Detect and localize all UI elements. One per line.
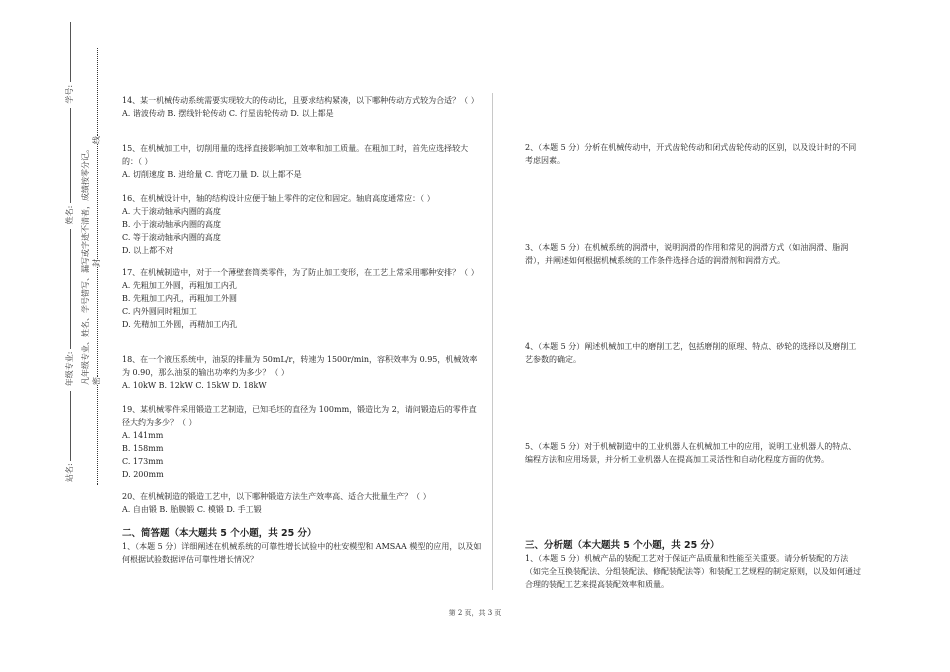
- question-option: C. 内外圆同时粗加工: [122, 307, 197, 316]
- question-text: 16、在机械设计中，轴的结构设计应便于轴上零件的定位和固定。轴肩高度通常应：（ ）: [122, 194, 435, 203]
- question-20: [122, 490, 482, 516]
- question-option: D. 200mm: [122, 470, 164, 479]
- seal-char-xian: 线: [92, 136, 101, 144]
- short-answer-5: 5、（本题 5 分）对于机械制造中的工业机器人在机械加工中的应用，说明工业机器人的特点、编程方法和应用场景，并分析工业机器人在提高加工灵活性和自动化程度方面的优势。: [525, 442, 857, 464]
- question-option: B. 先粗加工内孔，再粗加工外圆: [122, 294, 237, 303]
- question-option: D. 先精加工外圆，再精加工内孔: [122, 320, 238, 329]
- field-station-label: 站名:: [65, 463, 74, 482]
- field-id-label: 学号:: [65, 84, 74, 104]
- seal-line: [91, 48, 102, 485]
- section-2-heading: 二、简答题（本大题共 5 个小题，共 25 分）: [122, 528, 317, 539]
- question-text: 15、在机械加工中，切削用量的选择直接影响加工效率和加工质量。在粗加工时，首先应选择较大的：（ ）: [122, 144, 469, 166]
- question-options: A. 自由锻 B. 胎膜锻 C. 模锻 D. 手工锻: [122, 505, 262, 514]
- question-text: 18、在一个液压系统中，油泵的排量为 50mL/r，转速为 1500r/min，容积效率为 0.95，机械效率为 0.90，那么油泵的输出功率约为多少？（ ）: [122, 355, 478, 377]
- question-14: [122, 94, 482, 120]
- field-id-line[interactable]: [70, 22, 71, 82]
- field-name-label: 姓名:: [65, 205, 74, 225]
- page-number: 第 2 页，共 3 页: [448, 609, 502, 617]
- seal-dots: [97, 385, 98, 485]
- question-option: B. 小于滚动轴承内圈的高度: [122, 220, 221, 229]
- question-options: A. 切削速度 B. 进给量 C. 背吃刀量 D. 以上都不是: [122, 170, 302, 179]
- question-19: [122, 403, 482, 481]
- short-answer-4: 4、（本题 5 分）阐述机械加工中的磨削工艺，包括磨削的原理、特点、砂轮的选择以及磨削工艺参数的确定。: [525, 342, 857, 364]
- seal-dots: [97, 48, 98, 136]
- question-16: [122, 192, 482, 257]
- question-17: [122, 266, 482, 331]
- question-option: B. 158mm: [122, 444, 164, 453]
- column-divider: [492, 93, 493, 590]
- question-option: A. 大于滚动轴承内圈的高度: [122, 207, 221, 216]
- question-text: 20、在机械制造的锻造工艺中，以下哪种锻造方法生产效率高、适合大批量生产？（ ）: [122, 492, 431, 501]
- short-answer-3: 3、（本题 5 分）在机械系统的润滑中，说明润滑的作用和常见的润滑方式（如油润滑、脂润滑），并阐述如何根据机械系统的工作条件选择合适的润滑剂和润滑方式。: [525, 243, 849, 265]
- binding-notice: 凡年级专业、姓名、学号错写、漏写或字迹不清者，成绩按零分记。: [81, 145, 90, 385]
- question-options: A. 谐波传动 B. 摆线针轮传动 C. 行星齿轮传动 D. 以上都是: [122, 109, 334, 118]
- question-text: 19、某机械零件采用锻造工艺制造，已知毛坯的直径为 100mm，锻造比为 2，请问锻造后的零件直径大约为多少？（ ）: [122, 405, 477, 427]
- question-18: [122, 353, 482, 392]
- short-answer-2: 2、（本题 5 分）分析在机械传动中，开式齿轮传动和闭式齿轮传动的区别，以及设计时的不同考虑因素。: [525, 143, 857, 165]
- section-3-heading: 三、分析题（本大题共 5 个小题，共 25 分）: [525, 540, 720, 551]
- short-answer-1: 1、（本题 5 分）详细阐述在机械系统的可靠性增长试验中的杜安模型和 AMSAA 模型的应用，以及如何根据试验数据评估可靠性增长情况？: [122, 542, 482, 564]
- seal-char-feng: 封: [92, 259, 101, 267]
- question-option: C. 173mm: [122, 457, 164, 466]
- field-station-line[interactable]: [70, 391, 71, 461]
- field-major-label: 年级专业:: [65, 351, 74, 387]
- question-option: A. 141mm: [122, 431, 164, 440]
- field-major-line[interactable]: [70, 229, 71, 349]
- seal-char-mi: 密: [92, 377, 101, 385]
- analysis-1: 1、（本题 5 分）机械产品的装配工艺对于保证产品质量和性能至关重要。请分析装配的方法（如完全互换装配法、分组装配法、修配装配法等）和装配工艺规程的制定原则，以及如何通过合理的装配工艺来提高装配效率和质量。: [525, 554, 861, 589]
- binding-fields: [64, 22, 75, 482]
- field-name-line[interactable]: [70, 108, 71, 203]
- seal-dots: [97, 144, 98, 259]
- seal-dots: [97, 267, 98, 377]
- question-15: [122, 142, 482, 181]
- question-text: 14、某一机械传动系统需要实现较大的传动比，且要求结构紧凑，以下哪种传动方式较为合适？（ ）: [122, 96, 479, 105]
- question-options: A. 10kW B. 12kW C. 15kW D. 18kW: [122, 381, 267, 390]
- question-text: 17、在机械制造中，对于一个薄壁套筒类零件，为了防止加工变形，在工艺上常采用哪种安排？（ ）: [122, 268, 479, 277]
- question-option: A. 先粗加工外圆，再粗加工内孔: [122, 281, 237, 290]
- question-option: C. 等于滚动轴承内圈的高度: [122, 233, 221, 242]
- question-option: D. 以上都不对: [122, 246, 174, 255]
